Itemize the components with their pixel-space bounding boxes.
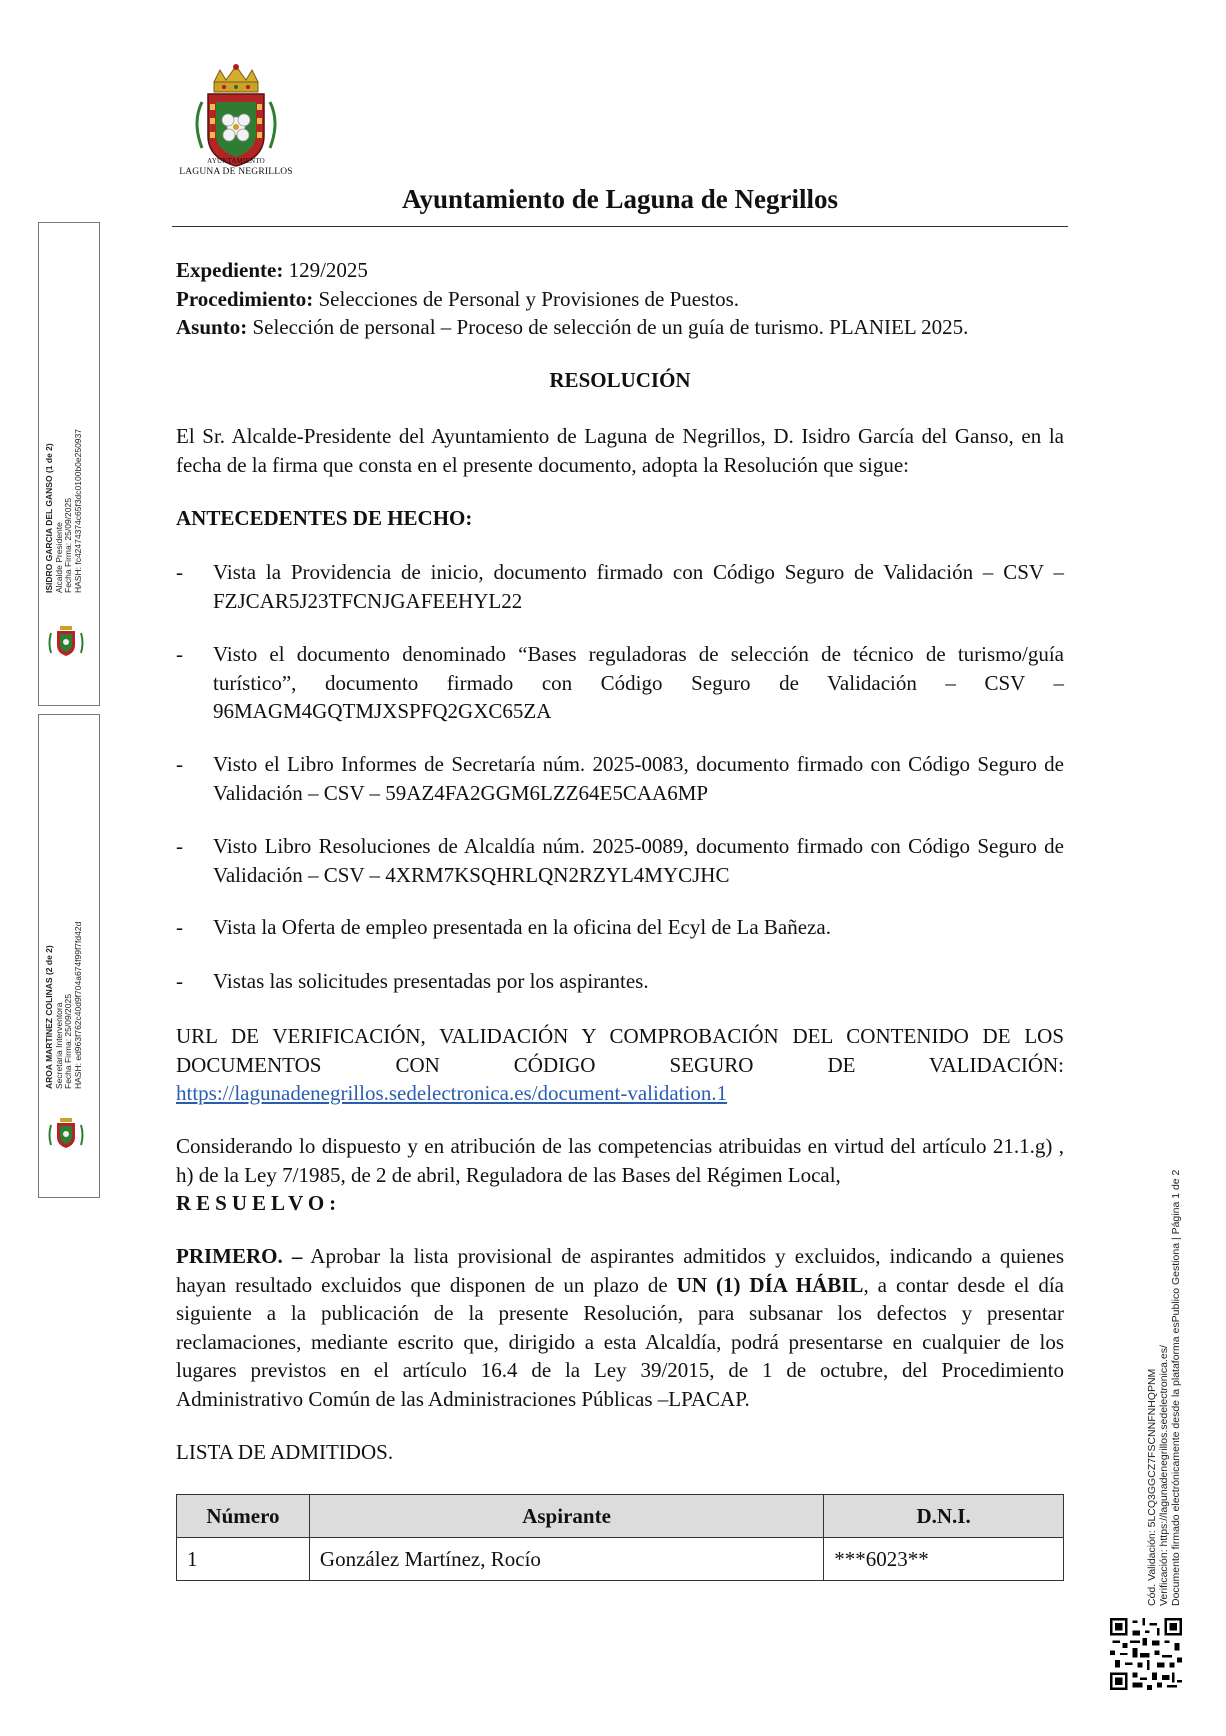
primero-text-2: , a contar desde el día siguiente a la publicación de la presente Resolución, para subsanar los defectos y presentar reclamaciones, mediante escrito que, dirigido a esta Alcaldía, podrá presentarse en cualquier de los lugares previstos en el artículo 16.4 de la Ley 39/2015, de 1 de octubre, del Procedimiento Administrativo Común de las Administraciones Públicas –LPACAP. xyxy=(176,1272,1064,1411)
primero-paragraph xyxy=(176,1242,1064,1413)
asunto-label: Asunto: xyxy=(176,315,248,339)
url-verification-text: URL DE VERIFICACIÓN, VALIDACIÓN Y COMPROBACIÓN DEL CONTENIDO DE LOS DOCUMENTOS CON CÓDIGO SEGURO DE VALIDACIÓN: xyxy=(176,1024,1064,1077)
primero-text-1: Aprobar la lista provisional de aspirantes admitidos y excluidos, indicando a quienes hayan resultado excluidos que disponen de un plazo de xyxy=(176,1244,1065,1297)
signature-1-text xyxy=(45,429,83,593)
cell-numero: 1 xyxy=(177,1538,310,1581)
signature-2-name: AROA MARTINEZ COLINAS (2 de 2) xyxy=(44,945,54,1089)
resolucion-heading: RESOLUCIÓN xyxy=(549,368,691,392)
signature-1-role: Alcalde Presidente xyxy=(53,522,64,593)
asunto-value: Selección de personal – Proceso de selección de un guía de turismo. PLANIEL 2025. xyxy=(247,315,969,339)
considerando-paragraph xyxy=(176,1132,1064,1218)
list-item: - Vista la Providencia de inicio, documento firmado con Código Seguro de Validación – CSV – FZJCAR5J23TFCNJGAFEEHYL22 xyxy=(176,558,1064,615)
platform-page-info: Documento firmado electrónicamente desde la plataforma esPublico Gestiona | Página 1 de 2 xyxy=(1170,1169,1182,1606)
intro-paragraph: El Sr. Alcalde-Presidente del Ayuntamiento de Laguna de Negrillos, D. Isidro García del Ganso, en la fecha de la firma que consta en el presente documento, adopta la Resolución que sigue: xyxy=(176,424,1064,477)
list-item: - Visto el documento denominado “Bases reguladoras de selección de técnico de turismo/guía turístico”, documento firmado con Código Seguro de Validación – CSV – 96MAGM4GQTMJXSPFQ2GXC65ZA xyxy=(176,640,1064,726)
column-header-numero: Número xyxy=(177,1495,310,1538)
signature-1-seal-icon xyxy=(47,625,85,659)
signature-box-1 xyxy=(38,222,100,706)
expediente-value: 129/2025 xyxy=(283,258,368,282)
list-item: - Vista la Oferta de empleo presentada en la oficina del Ecyl de La Bañeza. xyxy=(176,913,1064,942)
considerando-text: Considerando lo dispuesto y en atribución de las competencias atribuidas en virtud del artículo 21.1.g) , h) de la Ley 7/1985, de 2 de abril, Reguladora de las Bases del Régimen Local, xyxy=(176,1134,1064,1187)
header-divider xyxy=(172,226,1068,227)
logo-caption-line2: LAGUNA DE NEGRILLOS xyxy=(179,167,293,177)
list-item-text: Visto Libro Resoluciones de Alcaldía núm. 2025-0089, documento firmado con Código Seguro de Validación – CSV – 4XRM7KSQHRLQN2RZYL4MYCJHC xyxy=(213,834,1064,887)
signature-box-2 xyxy=(38,714,100,1198)
list-item-text: Vista la Oferta de empleo presentada en la oficina del Ecyl de La Bañeza. xyxy=(213,915,831,939)
cell-dni: ***6023** xyxy=(824,1538,1064,1581)
validation-link[interactable]: https://lagunadenegrillos.sedelectronica.es/document-validation.1 xyxy=(176,1081,728,1105)
verification-url: Verificación: https://lagunadenegrillos.sedelectronica.es/ xyxy=(1158,1345,1170,1606)
admitidos-table xyxy=(176,1494,1064,1581)
signature-2-text xyxy=(45,922,83,1089)
logo-caption xyxy=(166,156,306,178)
lista-admitidos-heading: LISTA DE ADMITIDOS. xyxy=(176,1440,394,1464)
signature-1-hash: HASH: fc42474374c65f3dc0100b0e250937 xyxy=(72,429,83,593)
document-meta xyxy=(176,256,1064,342)
cell-aspirante: González Martínez, Rocío xyxy=(309,1538,823,1581)
list-item: - Visto el Libro Informes de Secretaría núm. 2025-0083, documento firmado con Código Seguro de Validación – CSV – 59AZ4FA2GGM6LZZ64E5CAA6MP xyxy=(176,750,1064,807)
expediente-label: Expediente: xyxy=(176,258,284,282)
signature-2-hash: HASH: ed963f762c40d9f704a674f99f7fd42d xyxy=(72,921,83,1089)
signature-1-date: Fecha Firma: 25/09/2025 xyxy=(63,498,73,593)
signature-1-name: ISIDRO GARCIA DEL GANSO (1 de 2) xyxy=(44,443,54,593)
right-margin-validation xyxy=(1146,1170,1182,1606)
primero-label: PRIMERO. – xyxy=(176,1244,303,1268)
signature-2-date: Fecha Firma: 25/09/2025 xyxy=(63,994,73,1089)
list-item-text: Vistas las solicitudes presentadas por los aspirantes. xyxy=(213,969,649,993)
list-item-text: Vista la Providencia de inicio, documento firmado con Código Seguro de Validación – CSV – FZJCAR5J23TFCNJGAFEEHYL22 xyxy=(213,560,1064,613)
signature-2-seal-icon xyxy=(47,1117,85,1151)
logo-caption-line1: AYUNTAMIENTO xyxy=(207,157,265,165)
column-header-aspirante: Aspirante xyxy=(309,1495,823,1538)
column-header-dni: D.N.I. xyxy=(824,1495,1064,1538)
list-item-text: Visto el documento denominado “Bases reguladoras de selección de técnico de turismo/guía turístico”, documento firmado con Código Seguro de Validación – CSV – 96MAGM4GQTMJXSPFQ2GXC65ZA xyxy=(213,642,1064,723)
antecedentes-heading: ANTECEDENTES DE HECHO: xyxy=(176,506,473,530)
resuelvo-heading: RESUELVO: xyxy=(176,1191,342,1215)
list-item-text: Visto el Libro Informes de Secretaría núm. 2025-0083, documento firmado con Código Seguro de Validación – CSV – 59AZ4FA2GGM6LZZ64E5CAA6MP xyxy=(213,752,1064,805)
procedimiento-label: Procedimiento: xyxy=(176,286,314,311)
list-item: - Vistas las solicitudes presentadas por los aspirantes. xyxy=(176,967,1064,996)
qr-code-icon xyxy=(1110,1618,1182,1690)
signature-2-role: Secretaria Interventora xyxy=(53,1002,64,1089)
page-title: Ayuntamiento de Laguna de Negrillos xyxy=(401,184,839,214)
table-header-row xyxy=(177,1495,1064,1538)
table-row xyxy=(177,1538,1064,1581)
primero-deadline: UN (1) DÍA HÁBIL xyxy=(676,1272,864,1297)
procedimiento-value: Selecciones de Personal y Provisiones de Puestos. xyxy=(313,286,740,311)
validation-code: Cód. Validación: 5LCQ3GGCZ7FSCNNFNHQPNM xyxy=(1146,1368,1158,1606)
list-item: - Visto Libro Resoluciones de Alcaldía núm. 2025-0089, documento firmado con Código Seguro de Validación – CSV – 4XRM7KSQHRLQN2RZYL4MYCJHC xyxy=(176,832,1064,889)
